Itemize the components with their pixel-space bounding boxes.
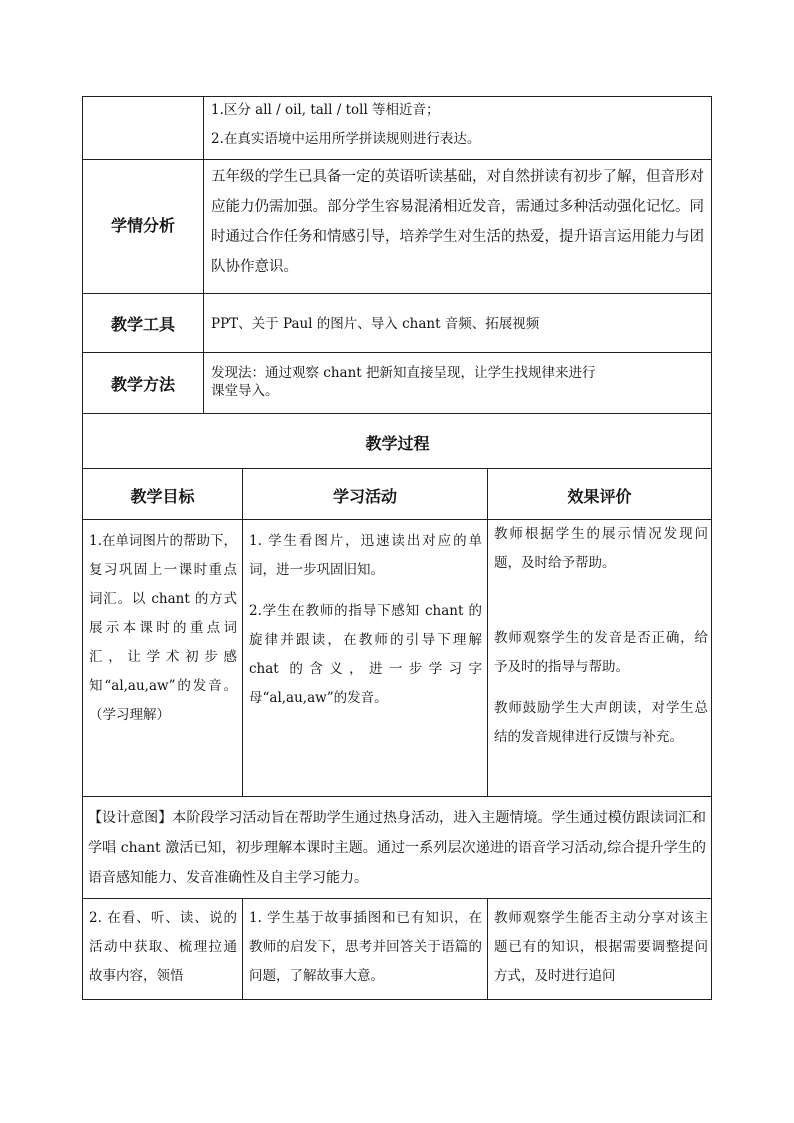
objective-line-2: 2.在真实语境中运用所学拼读规则进行表达。 — [211, 131, 481, 147]
process-title: 教学过程 — [365, 434, 430, 453]
student-analysis-text: 五年级的学生已具备一定的英语听读基础，对自然拼读有初步了解，但音形对应能力仍需加强。部分学生容易混淆相近发音，需通过多种活动强化记忆。同时通过合作任务和情感引导，培养学生对生活的热爱，提升语言运用能力与团队协作意识。 — [211, 169, 704, 275]
row1-activity-1: 1. 学生看图片，迅速读出对应的单词，进一步巩固旧知。 — [249, 533, 482, 578]
objective-line-1: 1.区分 all / oil, tall / toll 等相近音； — [211, 102, 440, 118]
student-analysis-label: 学情分析 — [110, 216, 175, 235]
row2-activity: 1. 学生基于故事插图和已有知识，在教师的启发下，思考并回答关于语篇的问题，了解故事大意。 — [249, 910, 482, 984]
row1-activity-2: 2.学生在教师的指导下感知 chant 的旋律并跟读，在教师的引导下理解 chat 的含义，进一步学习字母“al,au,aw”的发音。 — [249, 603, 482, 706]
design-intent-text: 【设计意图】本阶段学习活动旨在帮助学生通过热身活动，进入主题情境。学生通过模仿跟读词汇和学唱 chant 激活已知，初步理解本课时主题。通过一系列层次递进的语音学习活动,综合提升学生的语音感知能力、发音准确性及自主学习能力。 — [88, 810, 706, 886]
row2-goal: 2. 在看、听、读、说的活动中获取、梳理拉通故事内容，领悟 — [89, 910, 237, 984]
header-goal: 教学目标 — [130, 487, 195, 506]
teaching-tools-label: 教学工具 — [110, 315, 175, 334]
teaching-method-line-1: 发现法：通过观察 chant 把新知直接呈现，让学生找规律来进行 — [211, 365, 596, 381]
teaching-method-label: 教学方法 — [110, 375, 175, 394]
row1-eval-3: 教师鼓励学生大声朗读，对学生总结的发音规律进行反馈与补充。 — [494, 700, 708, 745]
teaching-method-line-2: 课堂导入。 — [211, 383, 279, 399]
row1-eval-2: 教师观察学生的发音是否正确，给予及时的指导与帮助。 — [494, 630, 708, 675]
header-activity: 学习活动 — [332, 487, 397, 506]
row1-eval-1: 教师根据学生的展示情况发现问题，及时给予帮助。 — [494, 526, 708, 571]
header-evaluation: 效果评价 — [567, 487, 632, 506]
teaching-tools-text: PPT、关于 Paul 的图片、导入 chant 音频、拓展视频 — [211, 316, 540, 332]
row2-eval: 教师观察学生能否主动分享对该主题已有的知识，根据需要调整提问方式，及时进行追问 — [494, 910, 708, 984]
row1-goal: 1.在单词图片的帮助下，复习巩固上一课时重点词汇。以 chant 的方式展示本课时的重点词汇，让学术初步感知“al,au,aw”的发音。（学习理解） — [89, 533, 237, 723]
